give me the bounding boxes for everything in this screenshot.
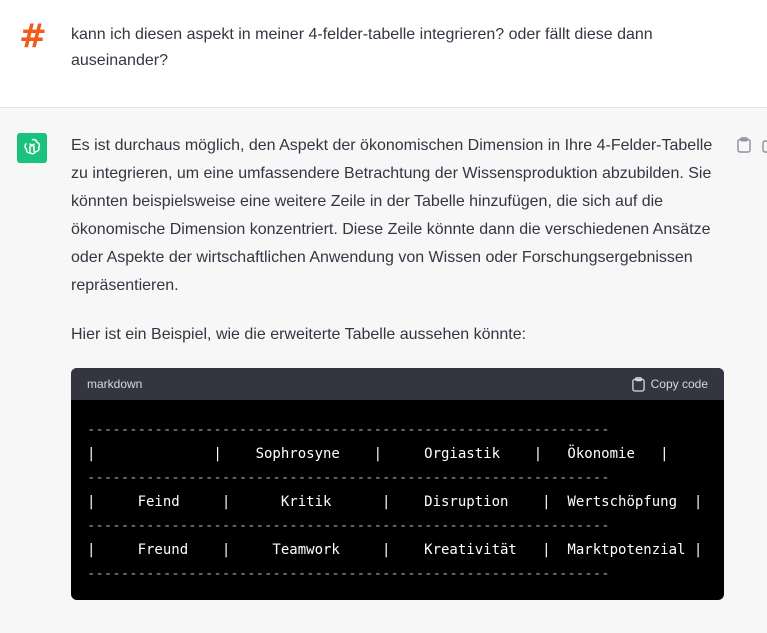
copy-message-icon[interactable] — [737, 137, 751, 153]
code-block — [71, 368, 724, 600]
assistant-paragraph-text: Es ist durchaus möglich, den Aspekt der ökonomischen Dimension in Ihre 4-Felder-Tabelle zu integrieren, um eine umfassendere Betrachtung der Wissensproduktion abzubilden. Sie könnten beispielsweise eine weitere Zeile in der Tabelle hinzufügen, die sich auf die ökonomische Dimension konzentriert. Diese Zeile könnte dann die verschiedenen Ansätze oder Aspekte der wirtschaftlichen Anwendung von Wissen oder Forschungsergebnissen repräsentieren. — [71, 137, 713, 294]
code-line: -------------------------------------------------------------- — [87, 566, 610, 582]
assistant-paragraph-2: Hier ist ein Beispiel, wie die erweiterte Tabelle aussehen könnte: — [71, 326, 527, 343]
clipboard-icon — [632, 377, 645, 392]
copy-code-label: Copy code — [650, 377, 708, 391]
user-message-text: kann ich diesen aspekt in meiner 4-felder-tabelle integrieren? oder fällt diese dann auseinander? — [71, 26, 653, 69]
user-avatar: # — [19, 16, 47, 55]
thumbs-icon[interactable] — [762, 139, 767, 153]
code-language-label: markdown — [87, 377, 143, 391]
code-line: -------------------------------------------------------------- — [87, 470, 610, 486]
code-block-header — [71, 368, 724, 400]
code-line: | Feind | Kritik | Disruption | Wertschöpfung | — [87, 494, 703, 510]
user-message-row — [0, 0, 767, 108]
code-line: -------------------------------------------------------------- — [87, 422, 610, 438]
code-line: | Freund | Teamwork | Kreativität | Marktpotenzial | — [87, 542, 703, 558]
code-line: -------------------------------------------------------------- — [87, 518, 610, 534]
assistant-message-row — [0, 108, 767, 633]
copy-code-button[interactable] — [632, 377, 708, 392]
openai-logo-icon — [21, 137, 43, 159]
assistant-avatar — [17, 133, 47, 163]
code-body[interactable] — [71, 400, 724, 586]
assistant-paragraph-1 — [71, 132, 716, 300]
code-line: | | Sophrosyne | Orgiastik | Ökonomie | — [87, 446, 669, 462]
